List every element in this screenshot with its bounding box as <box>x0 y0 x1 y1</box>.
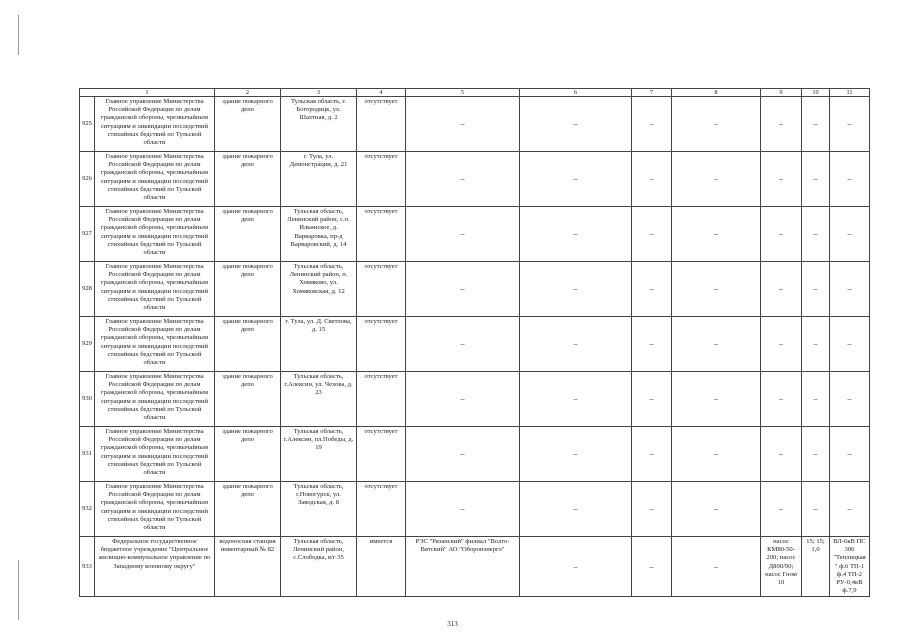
supplier-cell: – <box>406 97 520 152</box>
data-cell: – <box>672 482 761 537</box>
supplier-cell: РЭС "Рязанский" филиал "Волго-Вятский" АО "Оборонэнерго" <box>406 537 520 597</box>
owner-cell: Главное управление Министерства Российской Федерации по делам гражданской обороны, чрезвычайным ситуациям и ликвидации последствий стихийных бедствий по Тульской области <box>95 97 215 152</box>
supplier-cell: – <box>406 262 520 317</box>
supplier-cell: – <box>406 372 520 427</box>
power-line-cell: – <box>830 152 870 207</box>
data-cell: – <box>672 97 761 152</box>
table-row <box>80 262 870 317</box>
owner-cell: Главное управление Министерства Российской Федерации по делам гражданской обороны, чрезвычайным ситуациям и ликвидации последствий стихийных бедствий по Тульской области <box>95 482 215 537</box>
data-cell: – <box>520 482 632 537</box>
data-cell: – <box>520 97 632 152</box>
column-number-header-row <box>80 89 870 97</box>
equipment-cell: – <box>761 372 802 427</box>
capacity-cell: – <box>802 207 830 262</box>
object-cell: здание пожарного депо <box>215 262 281 317</box>
capacity-cell: – <box>802 152 830 207</box>
capacity-cell: – <box>802 317 830 372</box>
table-row <box>80 482 870 537</box>
data-cell: – <box>632 427 672 482</box>
row-number: 926 <box>80 152 95 207</box>
power-line-cell: – <box>830 97 870 152</box>
address-cell: Тульская область, Ленинский район, с.Слободка, в/г 35 <box>281 537 357 597</box>
table-row <box>80 427 870 482</box>
equipment-cell: – <box>761 97 802 152</box>
object-cell: здание пожарного депо <box>215 372 281 427</box>
table-row <box>80 537 870 597</box>
binding-margin-line <box>18 560 19 620</box>
power-line-cell: – <box>830 262 870 317</box>
row-number: 930 <box>80 372 95 427</box>
header-cell: 3 <box>281 89 357 97</box>
binding-margin-line <box>18 15 19 55</box>
power-line-cell: ВЛ-6кВ ПС 306 "Теплицкая" ф.6 ТП-1 ф.4 ТП-2 РУ-0,4кВ ф.7,9 <box>830 537 870 597</box>
header-cell: 4 <box>357 89 406 97</box>
row-number: 931 <box>80 427 95 482</box>
data-cell: – <box>632 152 672 207</box>
object-cell: здание пожарного депо <box>215 97 281 152</box>
object-cell: водоносная станция инвентарный № 82 <box>215 537 281 597</box>
availability-cell: отсутствует <box>357 317 406 372</box>
data-cell: – <box>520 152 632 207</box>
equipment-cell: – <box>761 482 802 537</box>
owner-cell: Федеральное государственное бюджетное учреждение "Центральное жилищно-коммунальное управление по Западному военному округу" <box>95 537 215 597</box>
availability-cell: отсутствует <box>357 372 406 427</box>
data-cell: – <box>672 427 761 482</box>
owner-cell: Главное управление Министерства Российской Федерации по делам гражданской обороны, чрезвычайным ситуациям и ликвидации последствий стихийных бедствий по Тульской области <box>95 427 215 482</box>
equipment-cell: – <box>761 427 802 482</box>
object-cell: здание пожарного депо <box>215 207 281 262</box>
availability-cell: отсутствует <box>357 262 406 317</box>
owner-cell: Главное управление Министерства Российской Федерации по делам гражданской обороны, чрезвычайным ситуациям и ликвидации последствий стихийных бедствий по Тульской области <box>95 262 215 317</box>
address-cell: Тульская область, г.Алексин, ул. Чехова, д. 23 <box>281 372 357 427</box>
supplier-cell: – <box>406 207 520 262</box>
header-cell: 10 <box>802 89 830 97</box>
address-cell: Тульская область, Ленинский район, п. Хомяково, ул. Хомяковская, д. 12 <box>281 262 357 317</box>
owner-cell: Главное управление Министерства Российской Федерации по делам гражданской обороны, чрезвычайным ситуациям и ликвидации последствий стихийных бедствий по Тульской области <box>95 317 215 372</box>
table-row <box>80 207 870 262</box>
data-cell: – <box>672 262 761 317</box>
capacity-cell: 15; 15; 1,0 <box>802 537 830 597</box>
object-cell: здание пожарного депо <box>215 482 281 537</box>
row-number: 929 <box>80 317 95 372</box>
supplier-cell: – <box>406 152 520 207</box>
equipment-cell: – <box>761 152 802 207</box>
data-cell: – <box>632 97 672 152</box>
power-line-cell: – <box>830 482 870 537</box>
power-line-cell: – <box>830 372 870 427</box>
data-cell: – <box>632 537 672 597</box>
data-cell: – <box>632 482 672 537</box>
table-row <box>80 372 870 427</box>
availability-cell: имеется <box>357 537 406 597</box>
availability-cell: отсутствует <box>357 482 406 537</box>
header-cell: 5 <box>406 89 520 97</box>
data-cell: – <box>520 537 632 597</box>
header-cell: 11 <box>830 89 870 97</box>
table-row <box>80 317 870 372</box>
object-cell: здание пожарного депо <box>215 317 281 372</box>
owner-cell: Главное управление Министерства Российской Федерации по делам гражданской обороны, чрезвычайным ситуациям и ликвидации последствий стихийных бедствий по Тульской области <box>95 152 215 207</box>
table-row <box>80 97 870 152</box>
object-cell: здание пожарного депо <box>215 427 281 482</box>
address-cell: Тульская область, г.Алексин, пл.Победы, д. 19 <box>281 427 357 482</box>
data-cell: – <box>672 207 761 262</box>
capacity-cell: – <box>802 372 830 427</box>
header-cell: 9 <box>761 89 802 97</box>
header-cell: 6 <box>520 89 632 97</box>
availability-cell: отсутствует <box>357 427 406 482</box>
data-cell: – <box>632 207 672 262</box>
row-number: 932 <box>80 482 95 537</box>
equipment-cell: – <box>761 207 802 262</box>
row-number: 927 <box>80 207 95 262</box>
data-cell: – <box>520 427 632 482</box>
header-cell: 8 <box>672 89 761 97</box>
supplier-cell: – <box>406 427 520 482</box>
supplier-cell: – <box>406 482 520 537</box>
header-cell: 7 <box>632 89 672 97</box>
address-cell: Тульская область, г.Новогурск, ул. Заводская, д. 8 <box>281 482 357 537</box>
header-cell: 1 <box>80 89 215 97</box>
capacity-cell: – <box>802 97 830 152</box>
availability-cell: отсутствует <box>357 207 406 262</box>
address-cell: Тульская область, Ленинский район, с.п. Ильинское, д. Варваровка, пр-д Варваровский, д. 14 <box>281 207 357 262</box>
data-cell: – <box>632 262 672 317</box>
availability-cell: отсутствует <box>357 152 406 207</box>
row-number: 928 <box>80 262 95 317</box>
register-table <box>79 88 870 597</box>
page-number: 313 <box>447 620 458 628</box>
row-number: 925 <box>80 97 95 152</box>
owner-cell: Главное управление Министерства Российской Федерации по делам гражданской обороны, чрезвычайным ситуациям и ликвидации последствий стихийных бедствий по Тульской области <box>95 207 215 262</box>
equipment-cell: насос КМ80-50-200; насос Д800/90; насос Гном 10 <box>761 537 802 597</box>
data-cell: – <box>520 262 632 317</box>
power-line-cell: – <box>830 317 870 372</box>
data-cell: – <box>520 317 632 372</box>
owner-cell: Главное управление Министерства Российской Федерации по делам гражданской обороны, чрезвычайным ситуациям и ликвидации последствий стихийных бедствий по Тульской области <box>95 372 215 427</box>
data-cell: – <box>672 537 761 597</box>
capacity-cell: – <box>802 427 830 482</box>
capacity-cell: – <box>802 262 830 317</box>
address-cell: г. Тула, ул. Д. Светлова, д. 15 <box>281 317 357 372</box>
header-cell: 2 <box>215 89 281 97</box>
data-cell: – <box>672 152 761 207</box>
data-cell: – <box>520 207 632 262</box>
equipment-cell: – <box>761 317 802 372</box>
object-cell: здание пожарного депо <box>215 152 281 207</box>
data-cell: – <box>632 372 672 427</box>
power-line-cell: – <box>830 427 870 482</box>
address-cell: Тульская область, г. Богородицк, ул. Шахтная, д. 2 <box>281 97 357 152</box>
row-number: 933 <box>80 537 95 597</box>
data-cell: – <box>672 317 761 372</box>
capacity-cell: – <box>802 482 830 537</box>
supplier-cell: – <box>406 317 520 372</box>
address-cell: г. Тула, ул. Демонстрации, д. 21 <box>281 152 357 207</box>
data-cell: – <box>632 317 672 372</box>
table-row <box>80 152 870 207</box>
power-line-cell: – <box>830 207 870 262</box>
data-cell: – <box>672 372 761 427</box>
availability-cell: отсутствует <box>357 97 406 152</box>
data-cell: – <box>520 372 632 427</box>
equipment-cell: – <box>761 262 802 317</box>
